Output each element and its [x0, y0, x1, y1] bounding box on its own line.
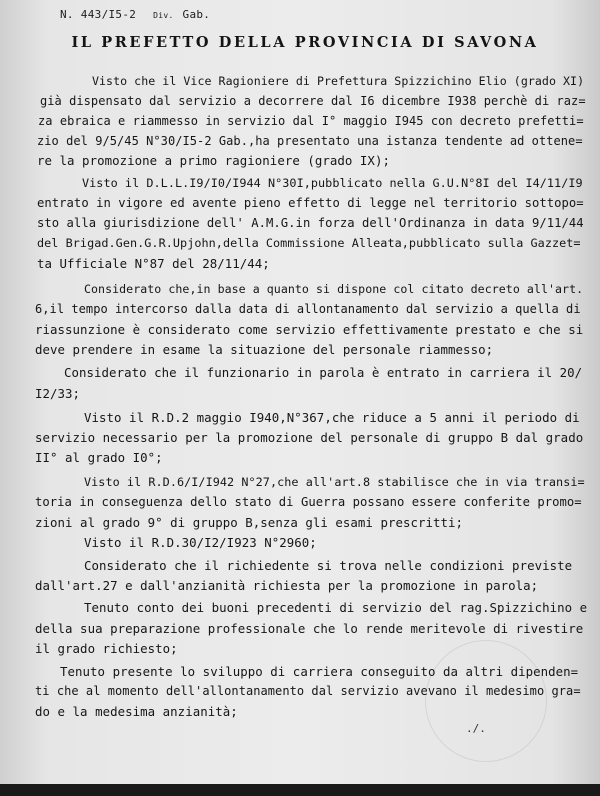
body-line: Visto il R.D.30/I2/I923 N°2960; [84, 535, 317, 550]
body-line: Tenuto conto dei buoni precedenti di servizio del rag.Spizzichino e [84, 600, 588, 615]
body-line: toria in conseguenza dello stato di Guerra possano essere conferite promo= [35, 495, 582, 509]
body-line: dall'art.27 e dall'anzianità richiesta per la promozione in parola; [35, 578, 539, 593]
body-line: re la promozione a primo ragioniere (grado IX); [37, 153, 390, 168]
protocol-prefix: N. [60, 8, 74, 21]
division-label: Div. [153, 11, 174, 20]
body-line: sto alla giurisdizione dell' A.M.G.in forza dell'Ordinanza in data 9/11/44 [37, 216, 584, 230]
body-line: del Brigad.Gen.G.R.Upjohn,della Commissione Alleata,pubblicato sulla Gazzet= [37, 236, 581, 250]
body-line: za ebraica e riammesso in servizio dal I° maggio I945 con decreto prefetti= [38, 114, 584, 128]
body-line: II° al grado I0°; [35, 450, 163, 465]
body-line: Considerato che,in base a quanto si dispone col citato decreto all'art. [84, 282, 584, 296]
body-line: ta Ufficiale N°87 del 28/11/44; [37, 256, 270, 271]
body-line: 6,il tempo intercorso dalla data di allontanamento dal servizio a quella di [35, 302, 581, 316]
body-line: deve prendere in esame la situazione del personale riammesso; [35, 342, 494, 357]
protocol-reference [60, 8, 210, 21]
protocol-number: 443/I5-2 [80, 8, 137, 21]
body-line: Considerato che il richiedente si trova nelle condizioni previste [84, 558, 573, 573]
body-line: Visto il D.L.L.I9/I0/I944 N°30I,pubblicato nella G.U.N°8I del I4/11/I9 [82, 176, 583, 190]
document-title: IL PREFETTO DELLA PROVINCIA DI SAVONA [71, 34, 539, 51]
body-line: ti che al momento dell'allontanamento dal servizio avevano il medesimo gra= [35, 684, 581, 698]
continuation-mark: ./. [466, 722, 486, 735]
body-line: Considerato che il funzionario in parola è entrato in carriera il 20/ [64, 365, 583, 380]
body-line: Visto il R.D.2 maggio I940,N°367,che riduce a 5 anni il periodo di [84, 410, 580, 425]
body-line: entrato in vigore ed avente pieno effetto di legge nel territorio sottopo= [37, 196, 584, 210]
faint-stamp [425, 640, 547, 762]
body-line: servizio necessario per la promozione del personale di gruppo B dal grado [35, 430, 584, 445]
body-line: Visto il R.D.6/I/I942 N°27,che all'art.8 stabilisce che in via transi= [84, 475, 585, 489]
body-line: Visto che il Vice Ragioniere di Prefettura Spizzichino Elio (grado XI) [92, 74, 585, 88]
division-value: Gab. [182, 8, 211, 21]
body-line: già dispensato dal servizio a decorrere dal I6 dicembre I938 perchè di raz= [40, 94, 586, 108]
body-line: riassunzione è considerato come servizio effettivamente prestato e che si [35, 322, 584, 337]
body-line: zio del 9/5/45 N°30/I5-2 Gab.,ha presentato una istanza tendente ad ottene= [37, 134, 583, 148]
body-line: della sua preparazione professionale che lo rende meritevole di rivestire [35, 621, 584, 636]
body-line: il grado richiesto; [35, 641, 178, 656]
body-line: zioni al grado 9° di gruppo B,senza gli esami prescritti; [35, 515, 464, 530]
body-line: I2/33; [35, 386, 81, 401]
body-line: do e la medesima anzianità; [35, 704, 238, 719]
body-line: Tenuto presente lo sviluppo di carriera conseguito da altri dipenden= [60, 664, 579, 679]
